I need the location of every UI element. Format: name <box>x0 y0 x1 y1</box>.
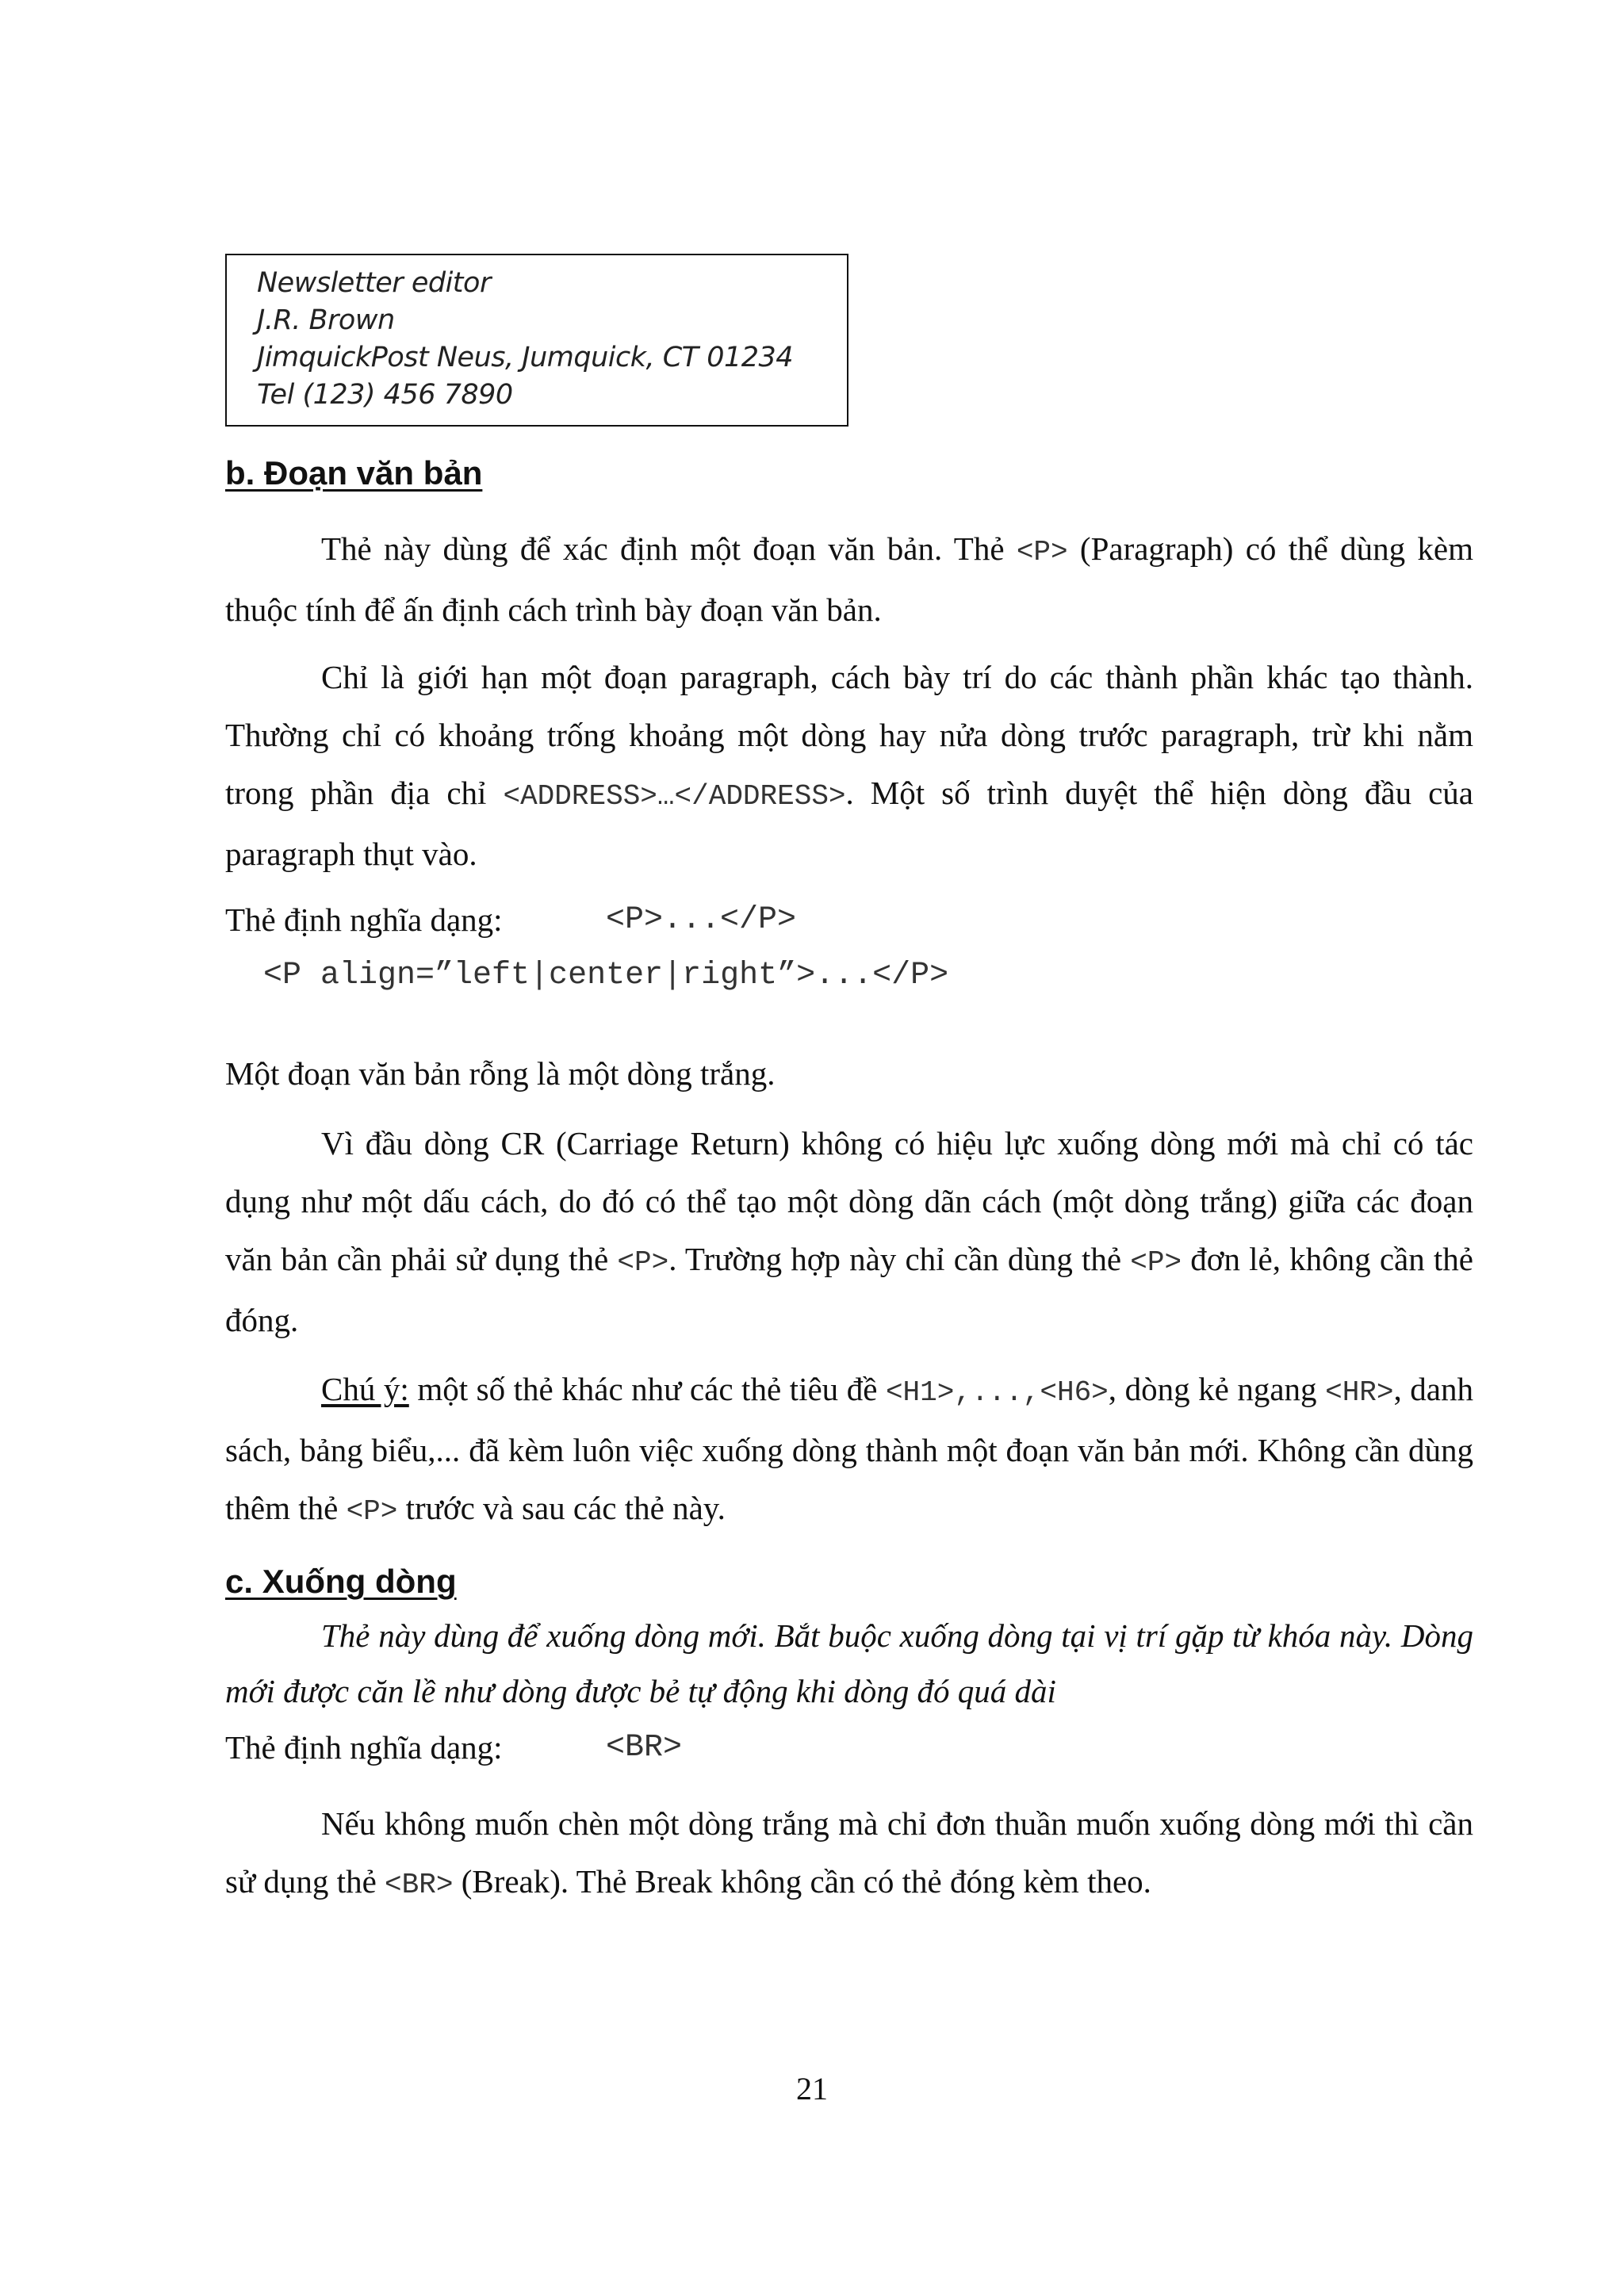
paragraph <box>225 520 1473 639</box>
paragraph <box>225 1115 1473 1349</box>
paragraph <box>225 649 1473 883</box>
syntax-label: Thẻ định nghĩa dạng: <box>225 901 503 938</box>
inline-code: <P> <box>346 1495 398 1528</box>
paragraph-text: Vì đầu dòng CR (Carriage Return) không có hiệu lực xuống dòng mới mà chỉ có tác dụng như một dấu cách, do đó có thể tạo một dòng dãn cách (một dòng trắng) giữa các đoạn văn bản cần phải sử dụng thẻ <box>225 1125 1473 1277</box>
syntax-code: <P align=”left|center|right”>...</P> <box>263 958 949 993</box>
syntax-label: Thẻ định nghĩa dạng: <box>225 1729 503 1766</box>
page-number: 21 <box>796 2071 828 2107</box>
address-line: JimquickPost Neus, Jumquick, CT 01234 <box>257 342 794 373</box>
paragraph-text: (Paragraph) có thể dùng kèm thuộc tính để ấn định cách trình bày đoạn văn bản. <box>225 530 1473 628</box>
syntax-code: <P>...</P> <box>606 902 797 938</box>
note-label: Chú ý: <box>321 1371 409 1407</box>
inline-code: <H1>,...,<H6> <box>885 1376 1109 1409</box>
paragraph <box>225 1795 1473 1914</box>
paragraph-text: , danh sách, bảng biểu,... đã kèm luôn việc xuống dòng thành một đoạn văn bản mới. Không cần dùng thêm thẻ <box>225 1371 1473 1526</box>
inline-code: <P> <box>1016 536 1068 568</box>
inline-code: <HR> <box>1325 1376 1394 1409</box>
inline-code: <P> <box>617 1246 669 1279</box>
note-paragraph <box>225 1360 1473 1540</box>
inline-code: <P> <box>1130 1246 1182 1279</box>
address-line: Newsletter editor <box>257 267 491 299</box>
paragraph-text: . Trường hợp này chỉ cần dùng thẻ <box>668 1241 1131 1277</box>
address-line: J.R. Brown <box>257 304 395 336</box>
section-heading: b. Đoạn văn bản <box>225 454 483 492</box>
paragraph-text: . Một số trình duyệt thể hiện dòng đầu của paragraph thụt vào. <box>225 775 1473 872</box>
paragraph-text: một số thẻ khác như các thẻ tiêu đề <box>408 1371 886 1407</box>
paragraph: Một đoạn văn bản rỗng là một dòng trắng. <box>225 1055 776 1092</box>
paragraph-text: đơn lẻ, không cần thẻ đóng. <box>225 1241 1473 1338</box>
inline-code: <ADDRESS>…</ADDRESS> <box>503 780 846 813</box>
address-example-box <box>225 254 848 427</box>
paragraph: Thẻ này dùng để xuống dòng mới. Bắt buộc xuống dòng tại vị trí gặp từ khóa này. Dòng mới được căn lề như dòng được bẻ tự động khi dòng đó quá dài <box>225 1617 1473 1709</box>
syntax-code: <BR> <box>606 1730 683 1766</box>
address-line: Tel (123) 456 7890 <box>257 379 513 411</box>
paragraph-text: (Break). Thẻ Break không cần có thẻ đóng kèm theo. <box>453 1863 1151 1900</box>
paragraph-text: Nếu không muốn chèn một dòng trắng mà chỉ đơn thuần muốn xuống dòng mới thì cần sử dụng thẻ <box>225 1805 1473 1900</box>
paragraph-text: Thẻ này dùng để xác định một đoạn văn bản. Thẻ <box>321 530 1017 567</box>
paragraph-text: , dòng kẻ ngang <box>1108 1371 1326 1407</box>
inline-code: <BR> <box>385 1869 454 1901</box>
paragraph-text: trước và sau các thẻ này. <box>397 1490 726 1526</box>
paragraph-text: Chỉ là giới hạn một đoạn paragraph, cách bày trí do các thành phần khác tạo thành. Thường chỉ có khoảng trống khoảng một dòng hay nửa dòng trước paragraph, trừ khi nằm trong phần địa chỉ <box>225 659 1473 811</box>
section-heading: c. Xuống dòng <box>225 1563 457 1600</box>
